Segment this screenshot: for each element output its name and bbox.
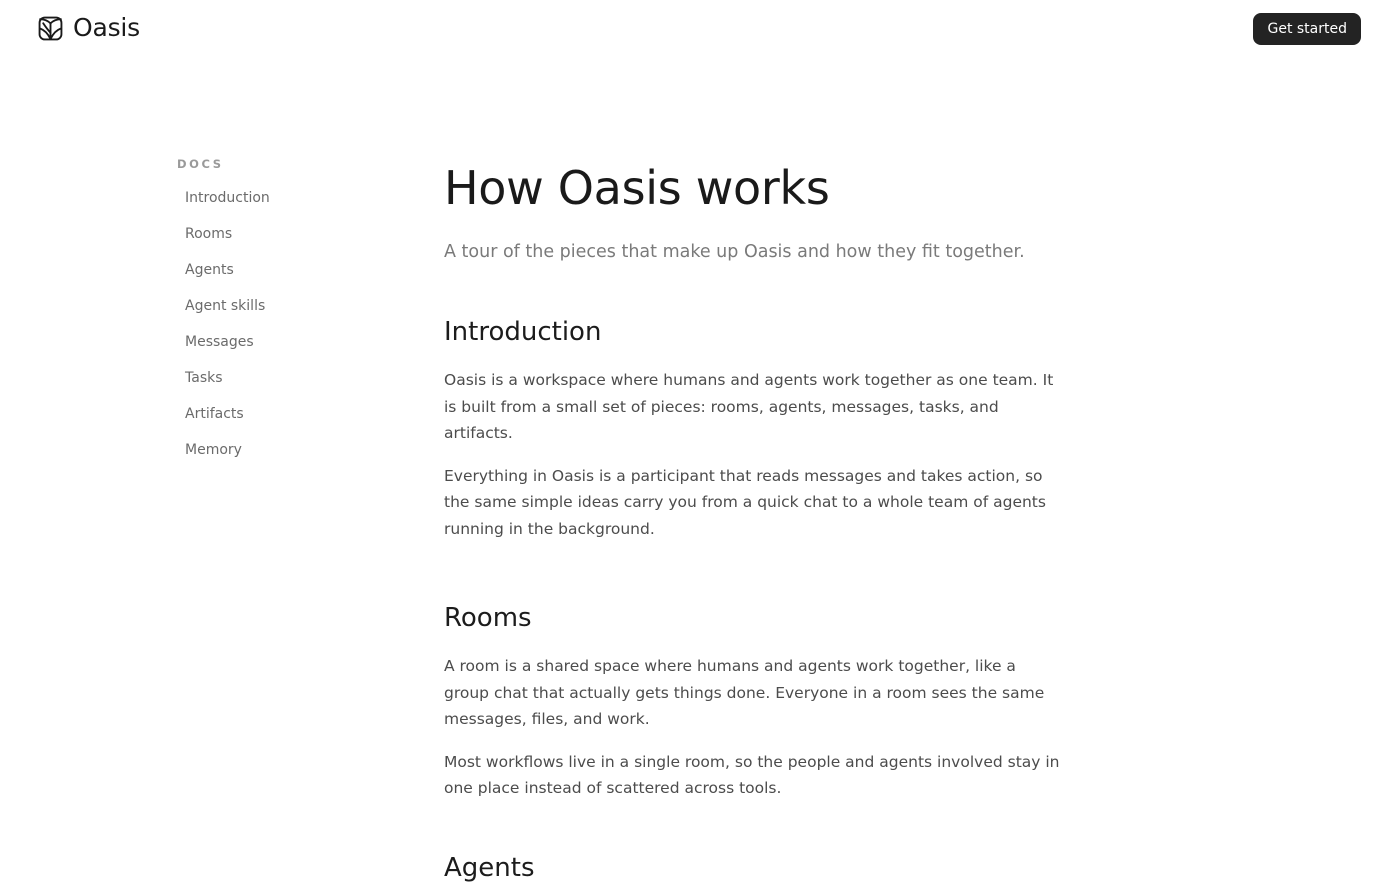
sidebar-item-tasks[interactable]: Tasks [185,370,223,386]
sidebar-item-messages[interactable]: Messages [185,334,254,350]
section-heading-introduction: Introduction [444,317,602,347]
sidebar-item-agent-skills[interactable]: Agent skills [185,298,266,314]
sidebar-list [177,188,397,476]
sidebar-item-introduction[interactable]: Introduction [185,190,270,206]
section-paragraph: Oasis is a workspace where humans and agents work together as one team. It is built from a small set of pieces: rooms, agents, messages, tasks, and artifacts. [444,371,1054,442]
section-paragraph: Everything in Oasis is a participant that reads messages and takes action, so the same simple ideas carry you from a quick chat to a whole team of agents running in the background. [444,466,1046,538]
docs-sidebar [177,156,397,476]
logo[interactable] [38,13,140,43]
main-content [444,160,1064,885]
section-heading-rooms: Rooms [444,603,532,633]
top-bar [0,0,1400,58]
section-heading-agents: Agents [444,852,535,883]
section-paragraph: Most workflows live in a single room, so the people and agents involved stay in one place instead of scattered across tools. [444,752,1060,797]
section-introduction [444,315,1064,542]
page-subtitle: A tour of the pieces that make up Oasis and how they fit together. [444,242,1025,262]
page-title: How Oasis works [444,161,830,215]
oasis-logo-icon [38,16,63,41]
sidebar-heading: DOCS [177,157,224,171]
sidebar-item-memory[interactable]: Memory [185,442,242,458]
sidebar-item-agents[interactable]: Agents [185,262,234,278]
sidebar-item-artifacts[interactable]: Artifacts [185,406,244,422]
logo-text: Oasis [73,13,140,42]
section-paragraph: A room is a shared space where humans and agents work together, like a group chat that actually gets things done. Everyone in a room sees the same messages, files, and work. [444,657,1045,728]
section-agents [444,851,1064,885]
get-started-button[interactable]: Get started [1253,13,1361,45]
section-rooms [444,601,1064,802]
sidebar-item-rooms[interactable]: Rooms [185,226,233,242]
